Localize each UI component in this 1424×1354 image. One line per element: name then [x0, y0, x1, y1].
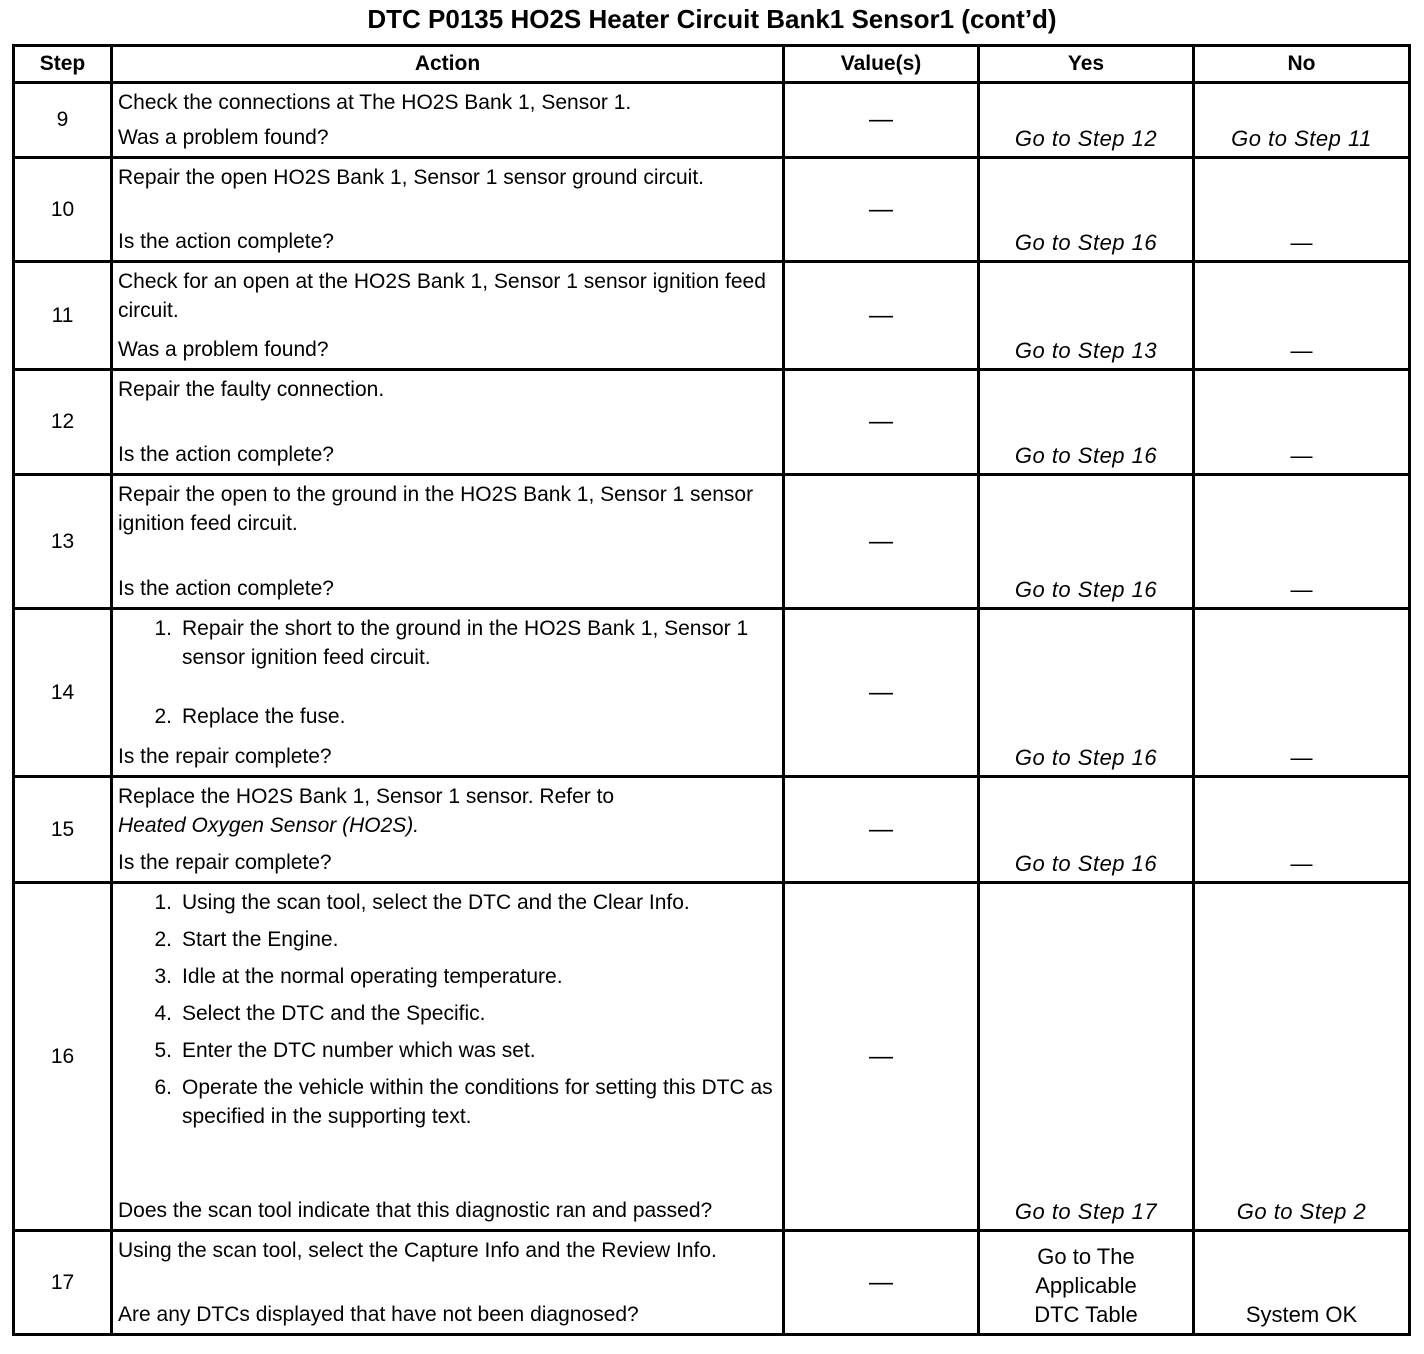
- action-content: [118, 267, 778, 364]
- yes-result-line: Applicable: [1035, 1273, 1137, 1298]
- value-text: —: [869, 1268, 893, 1296]
- value-text: —: [869, 815, 893, 843]
- no-result: —: [1290, 230, 1313, 255]
- action-content: [118, 375, 778, 469]
- action-step-number: 2 .: [142, 702, 172, 731]
- table-header-row: [14, 46, 1410, 83]
- table-row: [14, 1231, 1410, 1335]
- no-cell: [1194, 370, 1410, 475]
- yes-cell: [979, 370, 1194, 475]
- table-row: [14, 370, 1410, 475]
- action-step-text: Replace the fuse.: [182, 705, 346, 728]
- action-cell: [112, 777, 784, 883]
- table-row: [14, 777, 1410, 883]
- yes-result-line: DTC Table: [1034, 1302, 1138, 1327]
- action-step-number: 1 .: [142, 614, 172, 643]
- yes-result: Go to Step 13: [1014, 338, 1158, 363]
- action-step-item: [118, 1073, 778, 1131]
- no-result: —: [1290, 338, 1313, 363]
- action-content: [118, 782, 778, 877]
- yes-result: Go to Step 16: [1014, 745, 1158, 770]
- value-cell: [784, 262, 979, 370]
- yes-cell: [979, 609, 1194, 777]
- action-text: Replace the HO2S Bank 1, Sensor 1 sensor. Refer to: [118, 785, 615, 808]
- action-text: Repair the faulty connection.: [118, 378, 385, 401]
- header-step: Step: [14, 46, 112, 83]
- action-content: [118, 88, 778, 152]
- action-content: [118, 480, 778, 603]
- yes-cell: [979, 475, 1194, 609]
- value-text: —: [869, 106, 893, 133]
- action-step-item: [118, 702, 778, 731]
- action-question: Is the repair complete?: [118, 745, 332, 768]
- action-text: Using the scan tool, select the Capture Info and the Review Info.: [118, 1239, 717, 1262]
- action-step-text: Operate the vehicle within the conditions for setting this DTC as specified in the supporting text.: [182, 1076, 773, 1128]
- yes-result: Go to Step 16: [1014, 230, 1158, 255]
- action-step-item: [118, 1036, 778, 1065]
- table-row: [14, 475, 1410, 609]
- yes-cell: [979, 262, 1194, 370]
- value-cell: [784, 1231, 979, 1335]
- no-cell: [1194, 609, 1410, 777]
- no-cell: [1194, 475, 1410, 609]
- action-text: Repair the open to the ground in the HO2S Bank 1, Sensor 1 sensor ignition feed circuit.: [118, 483, 754, 535]
- yes-cell: [979, 1231, 1194, 1335]
- action-instructions: [118, 267, 778, 325]
- value-cell: [784, 777, 979, 883]
- action-step-number: 6 .: [142, 1073, 172, 1102]
- action-content: [118, 614, 778, 771]
- step-number: 13: [14, 475, 112, 609]
- action-cell: [112, 370, 784, 475]
- no-cell: [1194, 83, 1410, 158]
- table-row: [14, 262, 1410, 370]
- action-question: Was a problem found?: [118, 338, 329, 361]
- action-step-text: Idle at the normal operating temperature.: [182, 965, 563, 988]
- step-number: 9: [14, 83, 112, 158]
- action-content: [118, 163, 778, 256]
- value-text: —: [869, 195, 893, 223]
- diagnostic-table: [12, 44, 1411, 1336]
- no-result: —: [1290, 577, 1313, 602]
- page-title: DTC P0135 HO2S Heater Circuit Bank1 Sensor1 (cont’d): [367, 4, 1057, 34]
- action-content: [118, 1236, 778, 1329]
- value-cell: [784, 158, 979, 262]
- yes-cell: [979, 158, 1194, 262]
- action-text: Check for an open at the HO2S Bank 1, Sensor 1 sensor ignition feed circuit.: [118, 270, 766, 322]
- action-text: Repair the open HO2S Bank 1, Sensor 1 sensor ground circuit.: [118, 166, 704, 189]
- value-cell: [784, 83, 979, 158]
- no-result: —: [1290, 443, 1313, 468]
- action-cell: [112, 1231, 784, 1335]
- no-result: System OK: [1245, 1302, 1358, 1327]
- action-question: Does the scan tool indicate that this diagnostic ran and passed?: [118, 1199, 713, 1222]
- no-cell: [1194, 158, 1410, 262]
- action-step-text: Using the scan tool, select the DTC and the Clear Info.: [182, 891, 690, 914]
- value-cell: [784, 883, 979, 1231]
- action-step-text: Start the Engine.: [182, 928, 339, 951]
- yes-cell: [979, 777, 1194, 883]
- header-action: Action: [112, 46, 784, 83]
- action-step-number: 2 .: [142, 925, 172, 954]
- action-step-item: [118, 614, 778, 672]
- action-instructions: [118, 163, 778, 192]
- value-text: —: [869, 678, 893, 706]
- no-cell: [1194, 883, 1410, 1231]
- yes-result: Go to Step 17: [1014, 1199, 1158, 1224]
- action-cell: [112, 883, 784, 1231]
- header-yes: Yes: [979, 46, 1194, 83]
- header-values: Value(s): [784, 46, 979, 83]
- step-number: 12: [14, 370, 112, 475]
- action-step-item: [118, 888, 778, 917]
- no-cell: [1194, 262, 1410, 370]
- no-result: —: [1290, 745, 1313, 770]
- no-cell: [1194, 1231, 1410, 1335]
- yes-cell: [979, 83, 1194, 158]
- action-question: Was a problem found?: [118, 126, 329, 149]
- value-text: —: [869, 408, 893, 435]
- action-question: Is the action complete?: [118, 577, 334, 600]
- action-steps-list: [118, 888, 778, 1131]
- action-step-item: [118, 999, 778, 1028]
- value-cell: [784, 475, 979, 609]
- yes-result-line: Go to The: [1037, 1244, 1135, 1269]
- action-step-text: Select the DTC and the Specific.: [182, 1002, 486, 1025]
- action-cell: [112, 262, 784, 370]
- action-step-item: [118, 925, 778, 954]
- action-instructions: [118, 614, 778, 739]
- no-cell: [1194, 777, 1410, 883]
- action-instructions: [118, 88, 778, 117]
- step-number: 14: [14, 609, 112, 777]
- action-question: Is the repair complete?: [118, 851, 332, 874]
- step-number: 17: [14, 1231, 112, 1335]
- action-step-number: 3 .: [142, 962, 172, 991]
- no-result: —: [1290, 851, 1313, 876]
- action-content: [118, 888, 778, 1225]
- action-steps-list: [118, 614, 778, 731]
- action-step-item: [118, 962, 778, 991]
- action-step-text: Enter the DTC number which was set.: [182, 1039, 536, 1062]
- step-number: 10: [14, 158, 112, 262]
- value-cell: [784, 370, 979, 475]
- yes-result: Go to Step 16: [1014, 577, 1158, 602]
- action-question: Is the action complete?: [118, 230, 334, 253]
- table-row: [14, 158, 1410, 262]
- action-step-number: 5 .: [142, 1036, 172, 1065]
- no-result: Go to Step 2: [1236, 1199, 1367, 1224]
- action-instructions: [118, 480, 778, 538]
- action-question: Are any DTCs displayed that have not been diagnosed?: [118, 1303, 639, 1326]
- reference-link-text: Heated Oxygen Sensor (HO2S).: [118, 814, 420, 837]
- value-text: —: [869, 1042, 893, 1070]
- action-text: Check the connections at The HO2S Bank 1, Sensor 1.: [118, 91, 632, 114]
- action-question: Is the action complete?: [118, 443, 334, 466]
- table-row: [14, 83, 1410, 158]
- action-step-text: Repair the short to the ground in the HO2S Bank 1, Sensor 1 sensor ignition feed circuit.: [182, 617, 749, 669]
- yes-cell: [979, 883, 1194, 1231]
- yes-result: Go to Step 12: [1014, 126, 1158, 151]
- action-reference: [118, 811, 778, 840]
- action-instructions: [118, 1236, 778, 1265]
- action-instructions: [118, 375, 778, 404]
- table-row: [14, 609, 1410, 777]
- header-no: No: [1194, 46, 1410, 83]
- action-instructions: [118, 888, 778, 1139]
- action-instructions: [118, 782, 778, 840]
- step-number: 15: [14, 777, 112, 883]
- action-cell: [112, 609, 784, 777]
- value-text: —: [869, 301, 893, 329]
- value-cell: [784, 609, 979, 777]
- action-cell: [112, 158, 784, 262]
- step-number: 11: [14, 262, 112, 370]
- yes-result: Go to Step 16: [1014, 443, 1158, 468]
- yes-result: Go to Step 16: [1014, 851, 1158, 876]
- no-result: Go to Step 11: [1231, 126, 1372, 151]
- action-step-number: 4 .: [142, 999, 172, 1028]
- value-text: —: [869, 527, 893, 555]
- table-row: [14, 883, 1410, 1231]
- action-cell: [112, 83, 784, 158]
- action-step-number: 1 .: [142, 888, 172, 917]
- action-cell: [112, 475, 784, 609]
- step-number: 16: [14, 883, 112, 1231]
